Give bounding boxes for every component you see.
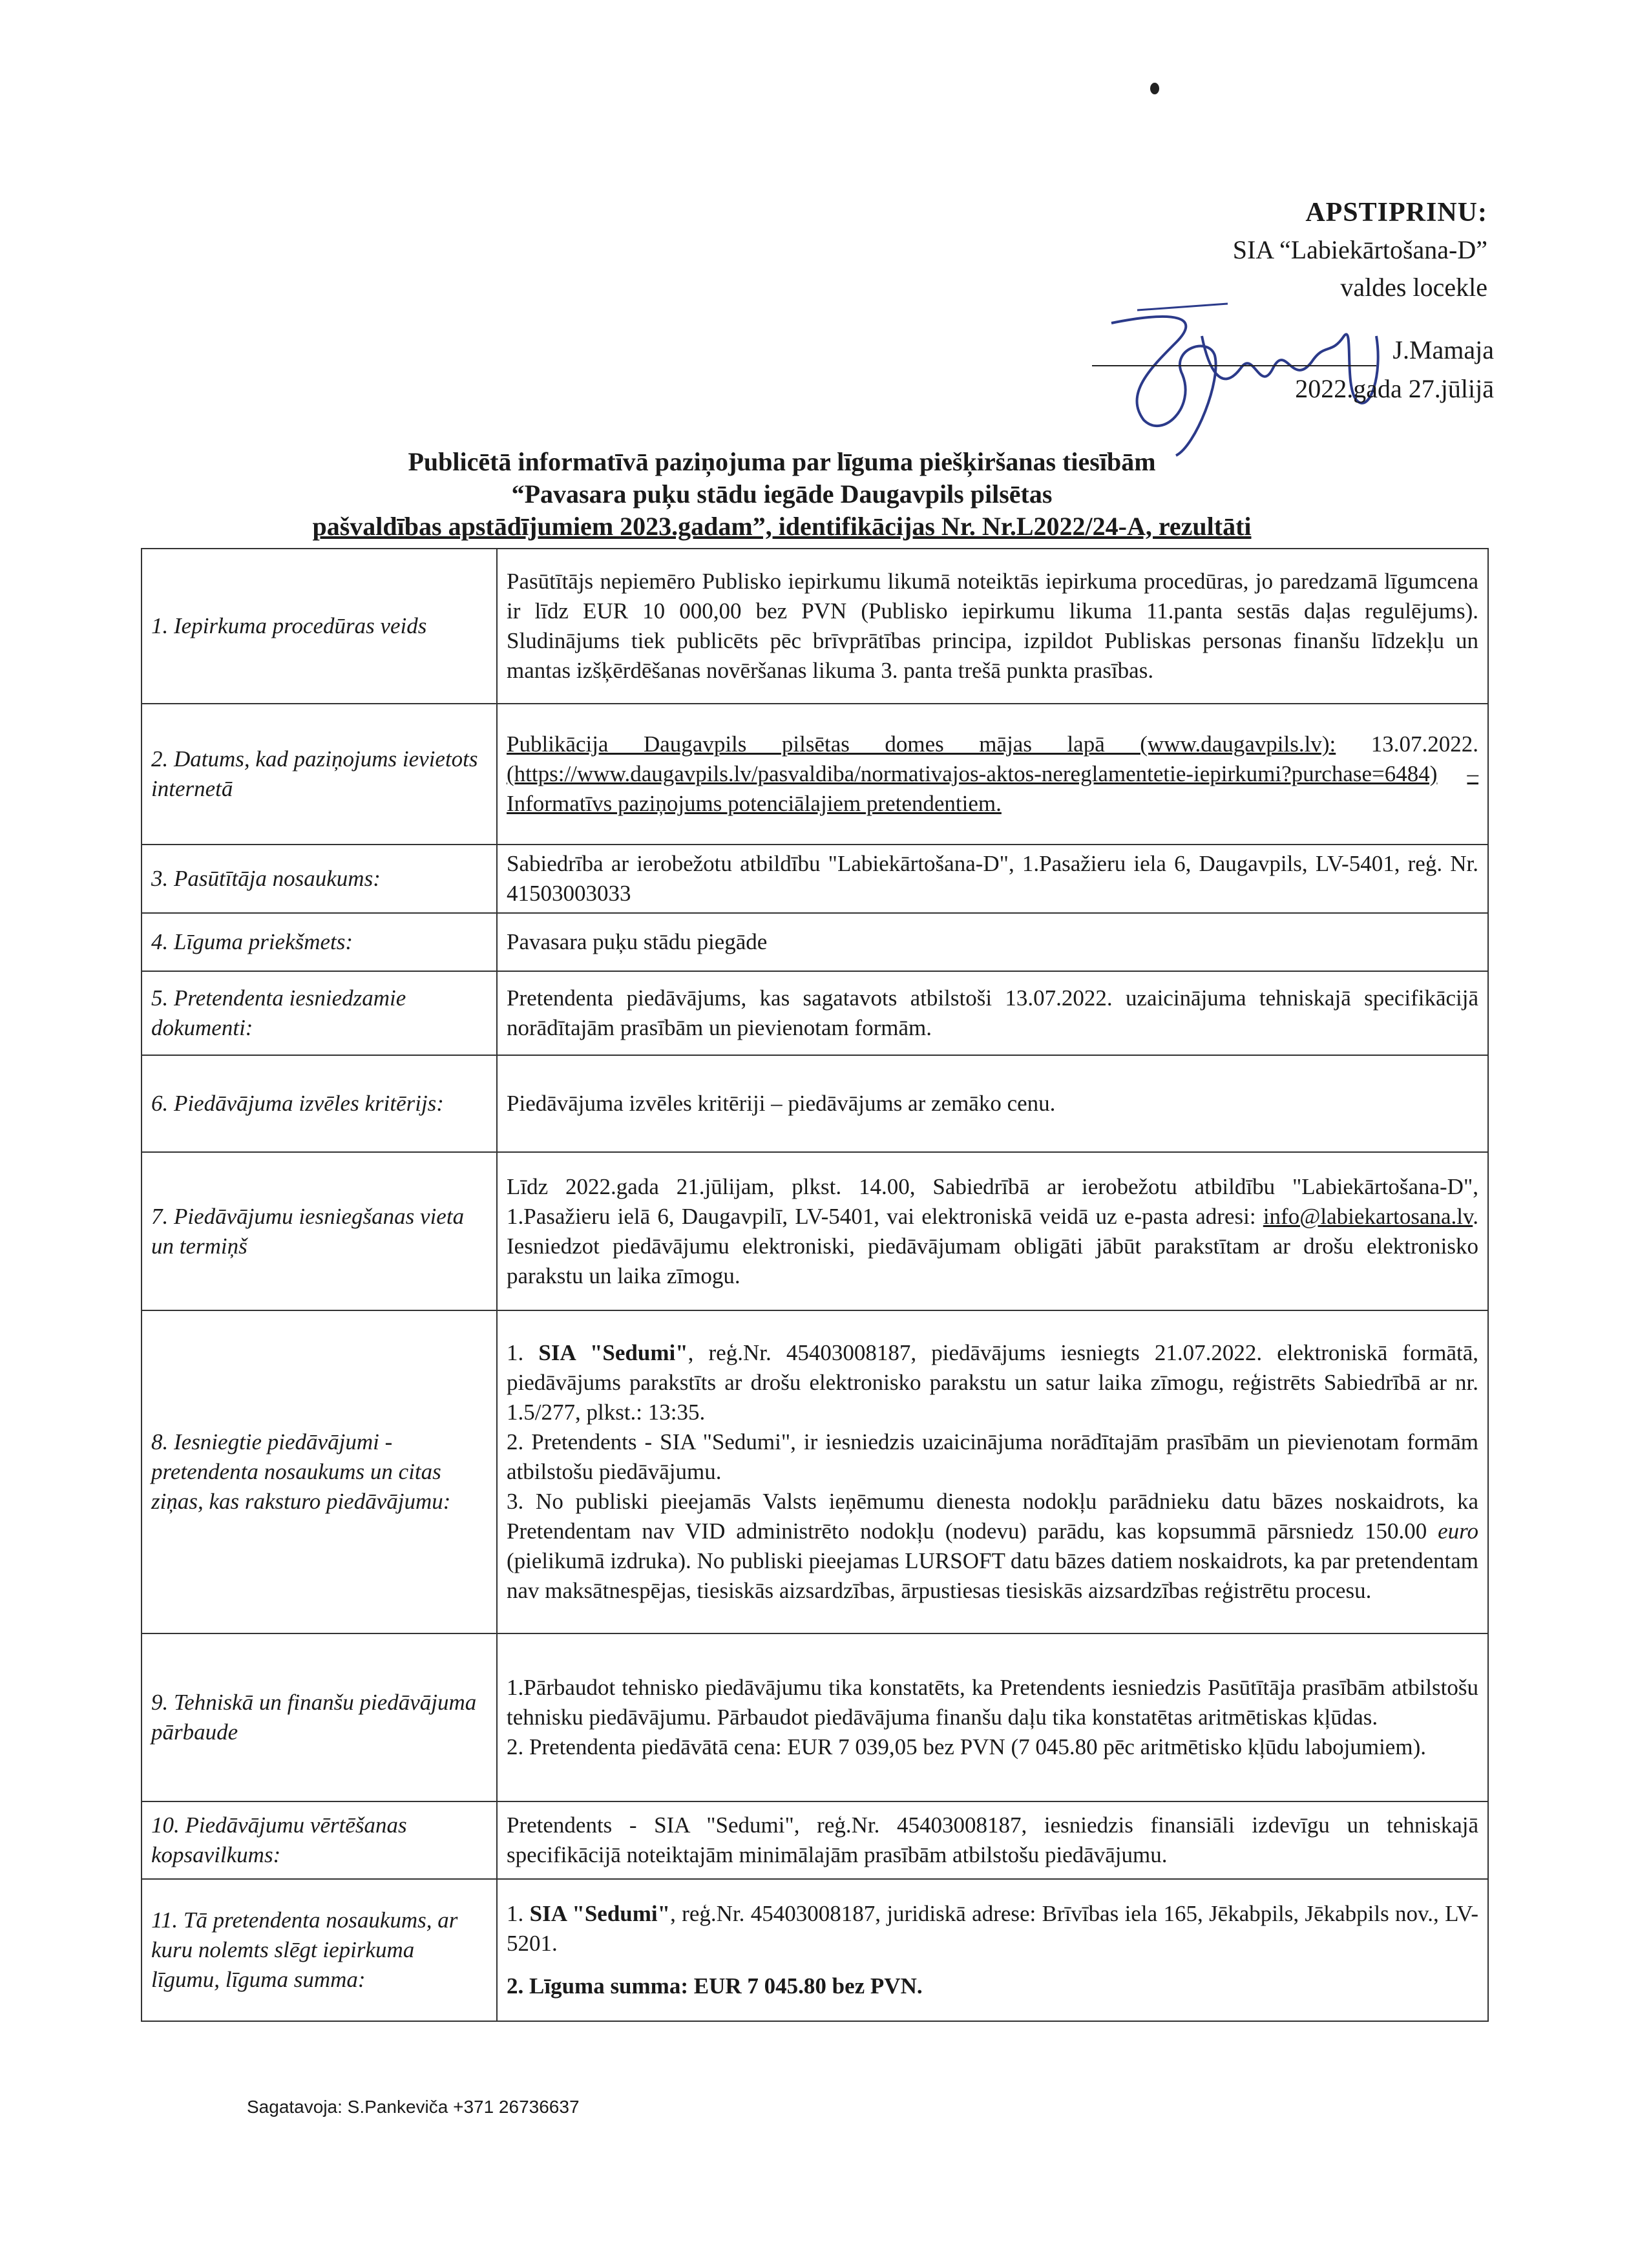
row-label: 4. Līguma priekšmets: (142, 913, 497, 971)
row-value (497, 1879, 1488, 2021)
row-value: Pasūtītājs nepiemēro Publisko iepirkumu likumā noteiktās iepirkuma procedūras, jo paredzamā līgumcena ir līdz EUR 10 000,00 bez PVN (Publisko iepirkumu likuma 11.panta sestās daļas regulējums). Sludinājums tiek publicēts pēc brīvprātības principa, izpildot Publiskas personas finanšu līdzekļu un mantas izšķērdēšanas novēršanas likuma 3. panta trešā punkta prasības. (497, 549, 1488, 704)
row-value: Sabiedrība ar ierobežotu atbildību "Labiekārtošana-D", 1.Pasažieru iela 6, Daugavpils, LV-5401, reģ. Nr. 41503003033 (497, 845, 1488, 913)
table-row (142, 1055, 1488, 1152)
signature-line (1092, 365, 1376, 366)
table-row (142, 1152, 1488, 1310)
approval-company: SIA “Labiekārtošana-D” (1232, 235, 1487, 264)
title-line-2: “Pavasara puķu stādu iegāde Daugavpils pilsētas (511, 479, 1053, 509)
row-value: Piedāvājuma izvēles kritēriji – piedāvājums ar zemāko cenu. (497, 1055, 1488, 1152)
publication-date: 13.07.2022. (1371, 731, 1478, 757)
results-table (141, 548, 1489, 2022)
table-row (142, 549, 1488, 704)
row-value (497, 1310, 1488, 1633)
title-line-3: pašvaldības apstādījumiem 2023.gadam”, identifikācijas Nr. Nr.L2022/24-A, rezultāti (312, 512, 1252, 541)
row-label: 8. Iesniegtie piedāvājumi - pretendenta nosaukums un citas ziņas, kas raksturo piedāvājumu: (142, 1310, 497, 1633)
approval-position: valdes locekle (1340, 273, 1487, 302)
approval-date: 2022.gada 27.jūlijā (1295, 374, 1494, 403)
table-row (142, 704, 1488, 845)
row-label: 9. Tehniskā un finanšu piedāvājuma pārbaude (142, 1633, 497, 1801)
submission-text: Līdz 2022.gada 21.jūlijam, plkst. 14.00, Sabiedrībā ar ierobežotu atbildību "Labiekārtošana-D", 1.Pasažieru ielā 6, Daugavpilī, LV-5401, vai elektroniskā veidā uz e-pasta adresi: (507, 1173, 1478, 1229)
publication-intro: Publikācija Daugavpils pilsētas domes mājas lapā (www.daugavpils.lv): (507, 731, 1336, 757)
approval-block (1233, 194, 1487, 306)
row-value (497, 704, 1488, 845)
prepared-by: Sagatavoja: S.Pankeviča +371 26736637 (247, 2097, 580, 2117)
row-label: 2. Datums, kad paziņojums ievietots internetā (142, 704, 497, 845)
table-row (142, 913, 1488, 971)
table-row (142, 1801, 1488, 1879)
offer-point-2: 2. Pretendents - SIA "Sedumi", ir iesniedzis uzaicinājuma norādītajām prasībām un pievienotam formām atbilstošu piedāvājumu. (507, 1429, 1478, 1484)
document-title (233, 446, 1331, 543)
row-value: Pretendenta piedāvājums, kas sagatavots atbilstoši 13.07.2022. uzaicinājuma tehniskajā specifikācijā norādītajām prasībām un pievienotam formām. (497, 971, 1488, 1055)
row-label: 1. Iepirkuma procedūras veids (142, 549, 497, 704)
row-label: 7. Piedāvājumu iesniegšanas vieta un termiņš (142, 1152, 497, 1310)
table-row (142, 1310, 1488, 1633)
row-value: Pavasara puķu stādu piegāde (497, 913, 1488, 971)
winner-point-2: 2. Līguma summa: EUR 7 045.80 bez PVN. (507, 1973, 923, 1999)
ink-dot (1150, 83, 1159, 94)
check-point-1: 1.Pārbaudot tehnisko piedāvājumu tika konstatēts, ka Pretendents iesniedzis Pasūtītāja prasībām atbilstošu tehnisku piedāvājumu. Pārbaudot piedāvājuma finanšu daļu tika konstatētas aritmētiskas kļūdas. (507, 1675, 1478, 1730)
row-label: 11. Tā pretendenta nosaukums, ar kuru nolemts slēgt iepirkuma līgumu, līguma summa: (142, 1879, 497, 2021)
table-row (142, 845, 1488, 913)
signer-name: J.Mamaja (1392, 335, 1494, 364)
table-row (142, 1633, 1488, 1801)
winner-point-1: 1. SIA "Sedumi", reģ.Nr. 45403008187, juridiskā adrese: Brīvības iela 165, Jēkabpils, Jēkabpils nov., LV-5201. (507, 1901, 1479, 1956)
row-label: 3. Pasūtītāja nosaukums: (142, 845, 497, 913)
row-value: Pretendents - SIA "Sedumi", reģ.Nr. 45403008187, iesniedzis finansiāli izdevīgu un tehniskajā specifikācijā noteiktajām minimālajām prasībām atbilstošu piedāvājumu. (497, 1801, 1488, 1879)
check-point-2: 2. Pretendenta piedāvātā cena: EUR 7 039,05 bez PVN (7 045.80 pēc aritmētisko kļūdu labojumiem). (507, 1734, 1426, 1759)
email-link[interactable]: info@labiekartosana.lv (1263, 1203, 1473, 1229)
offer-point-1: 1. SIA "Sedumi", reģ.Nr. 45403008187, piedāvājums iesniegts 21.07.2022. elektroniskā formātā, piedāvājums parakstīts ar drošu elektronisko parakstu un satur laika zīmogu, reģistrēts Sabiedrībā ar nr. 1.5/277, plkst.: 13:35. (507, 1340, 1479, 1425)
row-value (497, 1152, 1488, 1310)
table-row (142, 971, 1488, 1055)
row-label: 6. Piedāvājuma izvēles kritērijs: (142, 1055, 497, 1152)
row-value (497, 1633, 1488, 1801)
row-label: 10. Piedāvājumu vērtēšanas kopsavilkums: (142, 1801, 497, 1879)
submission-text-tail: . Iesniedzot piedāvājumu elektroniski, piedāvājumam obligāti jābūt parakstītam ar drošu elektronisko parakstu un laika zīmogu. (507, 1203, 1478, 1288)
publication-url-link[interactable]: (https://www.daugavpils.lv/pasvaldiba/normativajos-aktos-nereglamentetie-iepirkumi?purchase=6484) (507, 761, 1438, 786)
table-row (142, 1879, 1488, 2021)
publication-tail: – Informatīvs paziņojums potenciālajiem pretendentiem. (507, 761, 1478, 816)
row-label: 5. Pretendenta iesniedzamie dokumenti: (142, 971, 497, 1055)
offer-point-3: 3. No publiski pieejamās Valsts ieņēmumu dienesta nodokļu parādnieku datu bāzes noskaidrots, ka Pretendentam nav VID administrēto nodokļu (nodevu) parādu, kas kopsummā pārsniedz 150.00 euro (pielikumā izdruka). No publiski pieejamas LURSOFT datu bāzes datiem noskaidrots, ka par pretendentam nav maksātnespējas, tiesiskās aizsardzības, ārpustiesas tiesiskās aizsardzības reģistrētu procesu. (507, 1489, 1478, 1603)
title-line-1: Publicētā informatīvā paziņojuma par līguma piešķiršanas tiesībām (408, 447, 1156, 476)
approval-title: APSTIPRINU: (1305, 198, 1487, 227)
